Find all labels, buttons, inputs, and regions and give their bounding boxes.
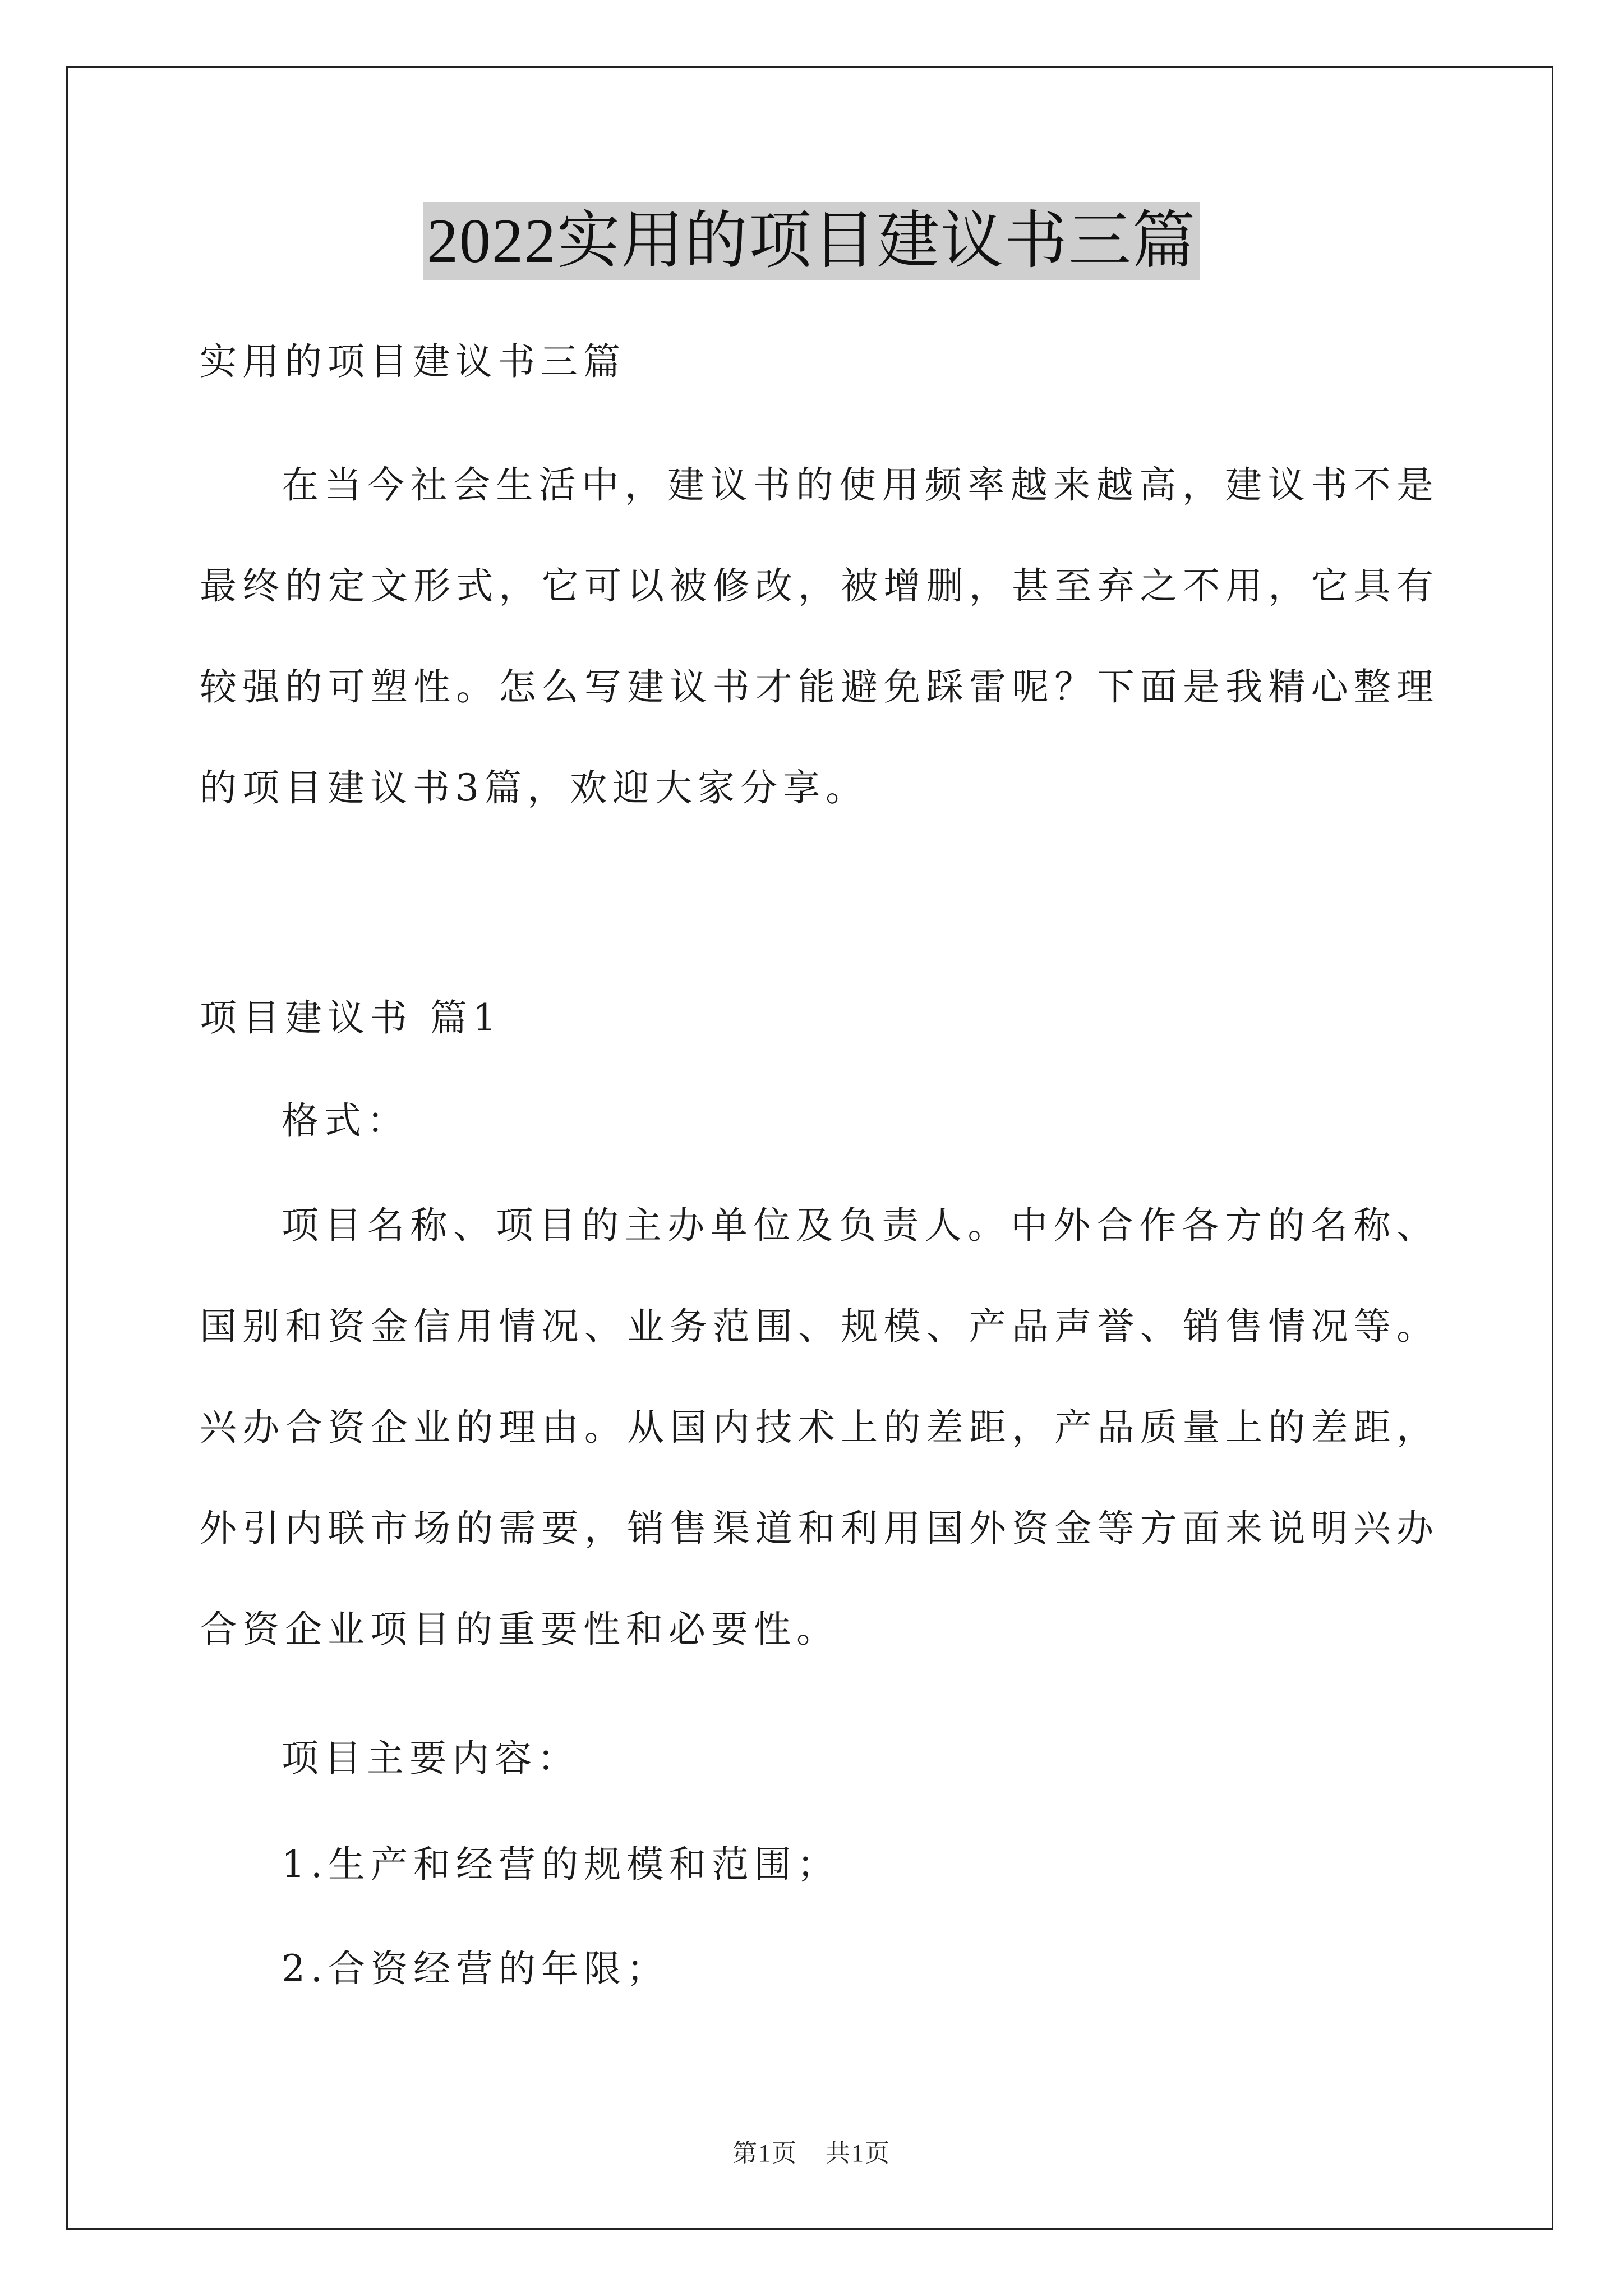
title-container (0, 202, 1623, 280)
page-number-current: 第1页 (732, 2139, 797, 2167)
main-content-label: 项目主要内容： (282, 1737, 580, 1780)
document-subtitle: 实用的项目建议书三篇 (200, 340, 626, 383)
list-item: 2.合资经营的年限； (282, 1947, 669, 1990)
intro-paragraph: 在当今社会生活中，建议书的使用频率越来越高，建议书不是最终的定文形式，它可以被修改，被增删，甚至弃之不用，它具有较强的可塑性。怎么写建议书才能避免踩雷呢？下面是我精心整理的项目建议书3篇，欢迎大家分享。 (200, 463, 1439, 809)
document-title: 2022实用的项目建议书三篇 (423, 202, 1200, 280)
format-label: 格式： (282, 1099, 409, 1142)
list-item: 1.生产和经营的规模和范围； (282, 1843, 840, 1886)
page-number-total: 共1页 (826, 2139, 891, 2167)
format-paragraph: 项目名称、项目的主办单位及负责人。中外合作各方的名称、国别和资金信用情况、业务范围、规模、产品声誉、销售情况等。兴办合资企业的理由。从国内技术上的差距，产品质量上的差距，外引内联市场的需要，销售渠道和利用国外资金等方面来说明兴办合资企业项目的重要性和必要性。 (200, 1204, 1439, 1651)
section-heading: 项目建议书 篇1 (200, 996, 502, 1039)
page-footer (0, 2133, 1623, 2169)
